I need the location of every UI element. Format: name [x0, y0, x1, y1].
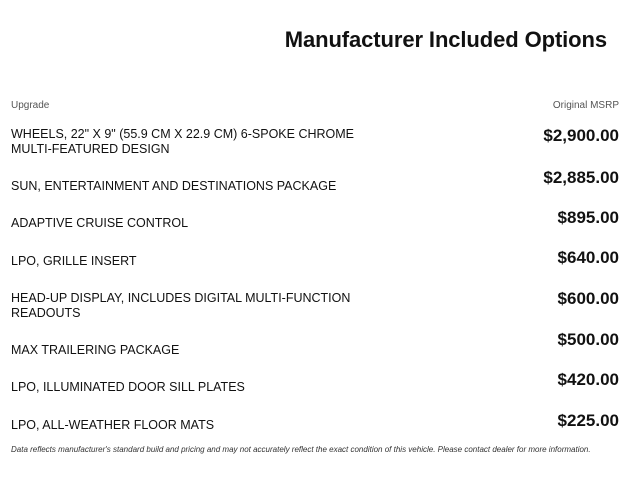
option-label: MAX TRAILERING PACKAGE — [11, 343, 180, 357]
option-price: $600.00 — [557, 289, 619, 308]
option-price: $500.00 — [557, 330, 619, 349]
option-label: LPO, ILLUMINATED DOOR SILL PLATES — [11, 380, 245, 394]
option-price: $640.00 — [557, 248, 619, 267]
option-label: WHEELS, 22" X 9" (55.9 CM X 22.9 CM) 6-SPOKE CHROME MULTI-FEATURED DESIGN — [11, 127, 354, 156]
option-price: $2,885.00 — [543, 168, 619, 187]
option-price: $2,900.00 — [543, 126, 619, 145]
page-title: Manufacturer Included Options — [284, 27, 607, 52]
option-label: SUN, ENTERTAINMENT AND DESTINATIONS PACKAGE — [11, 179, 337, 193]
option-label: LPO, ALL-WEATHER FLOOR MATS — [11, 418, 215, 432]
option-price: $895.00 — [557, 208, 619, 227]
disclaimer-footnote: Data reflects manufacturer's standard build and pricing and may not accurately reflect the exact condition of this vehicle. Please contact dealer for more information. — [11, 445, 591, 454]
option-label: ADAPTIVE CRUISE CONTROL — [11, 216, 189, 230]
option-price: $225.00 — [557, 411, 619, 430]
option-label: HEAD-UP DISPLAY, INCLUDES DIGITAL MULTI-FUNCTION READOUTS — [11, 291, 351, 320]
option-price: $420.00 — [557, 370, 619, 389]
msrp-column-header: Original MSRP — [552, 100, 619, 111]
option-label: LPO, GRILLE INSERT — [11, 254, 137, 268]
upgrade-column-header: Upgrade — [11, 100, 50, 111]
